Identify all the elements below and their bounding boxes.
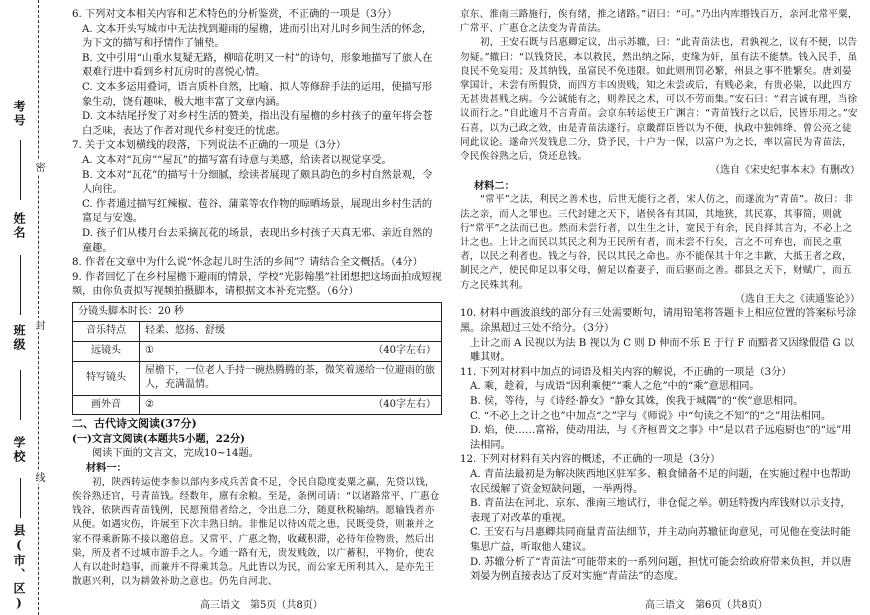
row-key: 音乐特点 [73,322,140,342]
q11-option-a: A. 乘，趁着，与成语“因利乘便”“乘人之危”中的“乘”意思相同。 [470,381,760,393]
classical-passage: 初，陕西转运使李参以部内多戍兵苦食不足，令民自隐度麦粟之赢，先贷以钱，俟谷熟还官，号青苗钱。经数年，廪有余粮。至是，条例司请：“以诸路常平、广惠仓钱谷，依陕西青苗钱例，民愿预借者给之，令出息二分，随夏秋税输纳。愿输钱者亦从便。如遇灾伤，许展至下次丰熟日纳。非惟足以待凶荒之患，民既受贷，则兼并之家不得乘新陈不接以邀倍息。又常平、广惠之物，收藏积滞，必待年俭物贵，然后出粜，所及者不过城市游手之人。今通一路有无，贵发贱敛，以广蓄积，平物价，使农人有以赴时趋事，而兼并不得乘其急。凡此皆以为民，而公家无所利其入，是亦先王散惠兴利，以为耕敛补助之意也。仍先自河北、 [72,476,440,588]
q6-option-b: B. 文中引用“山重水复疑无路，柳暗花明又一村”的诗句，形象地描写了旅人在艰难行进中看到乡村瓦房时的喜悦心情。 [82,52,433,79]
page-5-column [72,8,442,589]
section-title: 二、古代诗文阅读(37分) [72,417,197,431]
answer-blank-1[interactable]: ① （40字左右） [140,342,442,362]
seal-char-1: 密 [33,162,44,172]
class-field[interactable] [20,370,21,420]
question-9: 9. 作者回忆了在乡村屋檐下避雨的情景，学校“光影翰墨”社团想把这场面拍成短视频，由你负责拟写视频拍摄脚本，请根据文本补充完整。（6分） [72,271,442,298]
material-1-label: 材料一： [86,462,127,475]
passage-continued: 京东、淮南三路施行，俟有绪，推之诸路。”诏曰：“可。”乃出内库缗钱百万，亲河北常平粟，广常平、广惠仓之法变为青苗法。 [460,9,858,35]
q11-option-c: C. “不必上之计之也”中加点“之”字与《师说》中“句读之不知”的“之”用法相同。 [470,410,832,422]
table-row [73,395,442,415]
table-row [73,361,442,395]
question-6: 6. 下列对文本相关内容和艺术特色的分析鉴赏，不正确的一项是（3分） [72,9,398,20]
page-footer-left: 高三语文 第5页（共8页） [200,600,323,611]
school-field[interactable] [20,478,21,518]
name-field[interactable] [20,255,21,315]
row-value: 轻柔、悠扬、舒缓 [140,322,442,342]
passage-paragraph-3: “常平”之法，利民之善术也，后世无能行之者，宋人仿之，而遂流为“青苗”。故曰：非法之亲，而人之罪也。三代封建之天下，诸侯各有其国，其地狭，其民寡，其事简，则就行“常平”之法而已也。然而未尝行者，以生生之计，宽民于有余，民自择其言为，不必上之计之也。上计之而民以其民之利为王民所有者，而未尝不行矣，言之不可弃也，而民之重者，以民之利者也。钱之与谷，民以其民之命也。亦不能保其十年之丰歉，大抵王者之政，制民之产，使民仰足以事父母，俯足以畜妻子，而后驱而之善。郡县之天下，财赋广，而五方之民殊其利。 [460,194,854,291]
q10-sentence[interactable]: 上计之而 A 民视以为法 B 视以为 C 则 D 伸而不乐 E 于行 F 而黯者又因缘假借 G 以雕其财。 [470,337,855,364]
q7-option-b: B. 文本对“瓦花”的描写十分细腻，绘读者展现了颇具韵色的乡村自然景观，令人向往。 [82,169,433,196]
question-8: 8. 作者在文章中为什么说“怀念起儿时生活的乡间”？请结合全文概括。（4分） [72,257,423,269]
script-duration: 分镜头脚本时长：20 秒 [73,302,442,322]
name-label: 姓名 [12,212,26,240]
material-2-label: 材料二： [474,179,515,192]
class-label: 班级 [12,324,26,352]
instruction: 阅读下面的文言文，完成10~14题。 [92,447,259,459]
table-row [73,322,442,342]
q7-option-d: D. 孩子们从楼月台去采摘瓦花的场景，表现出乡村孩子天真无邪、亲近自然的童趣。 [82,227,433,254]
question-11: 11. 下列对材料中加点的词语及相关内容的解说，不正确的一项是（3分） [460,366,792,378]
table-row [73,342,442,362]
question-10: 10. 材料中画波浪线的部分有三处需要断句，请用铅笔将答题卡上相应位置的答案标号涂黑。涂黑超过三处不给分。（3分） [460,308,857,335]
q11-option-b: B. 侯，等待，与《诗经·静女》“静女其姝，俟我于城隅”的“俟”意思相同。 [470,396,804,407]
source-2: （选自王夫之《读通鉴论》） [735,293,860,305]
q12-option-a: A. 青苗法最初是为解决陕西地区驻军多、粮食储备不足的问题，在实施过程中也帮助农民缓解了资金短缺问题，一举两得。 [470,468,851,495]
page-footer-right: 高三语文 第6页（共8页） [645,600,768,611]
seal-char-2: 封 [33,320,44,330]
exam-no-label: 考号 [12,100,26,128]
page-6-column [460,8,860,585]
row-key: 远镜头 [73,342,140,362]
binding-strip [0,0,62,615]
school-label: 学校 [12,436,26,464]
q6-option-c: C. 文本多运用叠词，语言质朴自然，比喻、拟人等修辞手法的运用，使描写形象生动，饶有趣味，极大地丰富了文章内涵。 [82,81,433,108]
question-7: 7. 关于文本划横线的段落，下列说法不正确的一项是（3分） [72,140,347,152]
q6-option-a: A. 文本开头写城市中无法找到避雨的屋檐，进而引出对儿时乡间生活的怀念，为下文的描写和抒情作了铺垫。 [82,23,433,50]
row-key: 特写镜头 [73,361,140,395]
cut-line [38,0,39,615]
subsection-title: (一)文言文阅读(本题共5小题，22分) [72,433,245,446]
q12-option-b: B. 青苗法在河北、京东、淮南三地试行，非仓促之举。朝廷特拨内库钱财以示支持，表现了对改革的重视。 [470,498,851,524]
exam-no-field[interactable] [20,140,21,200]
row-key: 画外音 [73,395,140,415]
county-label: 县(市、区) [12,524,26,612]
passage-paragraph-2: 初，王安石既与吕惠卿定议，出示苏辙，曰：“此青苗法也，君孰视之，议有不便，以告勿疑。”辙曰：“以钱贷民，本以救民，然出纳之际，吏缘为奸，虽有法不能禁。钱入民手，虽良民不免妄用；及其纳钱，虽富民不免违限。如此则刑罚必繁，州县之事不胜繁矣。唐刘晏掌国计，未尝有所假贷，而四方丰凶贵贱，知之未尝或后，有贱必籴，有贵必粜，以此四方无甚贵甚贱之病。今公诚能有之，则养民之术，可以不劳而集。”安石曰：“君言诚有理，当徐议而行之。”自此逾月不言青苗。会京东转运使王广渊言：“青苗钱行之以后，民皆乐用之。”安石喜，以为己政之效，由是青苗法遂行。京畿群臣皆以为不便，执政中独韩绛、曾公亮之徒同此议论。遂命兴发钱息二分，贷予民，十户为一保，以富户为之长，率以富民为青苗法，令民俟谷熟之后，贷还息钱。 [460,37,858,163]
q6-option-d: D. 文本结尾抒发了对乡村生活的赞美，指出没有屋檐的乡村孩子的童年将会苍白乏味，表达了作者对现代乡村变迁的忧虑。 [82,111,433,137]
seal-char-3: 线 [33,472,44,482]
q11-option-d: D. 焰，使……富裕，使动用法，与《齐桓晋文之事》中“是以君子远庖厨也”的“远”用法相同。 [470,425,852,451]
source-1: （选自《宋史纪事本末》有删改） [710,165,860,177]
question-12: 12. 下列对材料有关内容的概述，不正确的一项是（3分） [460,454,721,466]
q7-option-a: A. 文本对“瓦房”“屋瓦”的描写富有诗意与美感，给读者以视觉享受。 [82,154,392,166]
video-script-table [72,302,442,416]
answer-blank-2[interactable]: ② （40字左右） [140,395,442,415]
q7-option-c: C. 作者通过描写红辣椒、苞谷、蒲菜等农作物的晾晒场景，展现出乡村生活的富足与安逸。 [82,198,433,225]
q12-option-d: D. 苏辙分析了“青苗法”可能带来的一系列问题，担忧可能会给政府带来负担，并以唐刘晏为例直接表达了反对实施“青苗法”的态度。 [470,556,852,583]
q12-option-c: C. 王安石与吕惠卿共同商量青苗法细节，并主动向苏辙征询意见，可见他在变法时能集思广益，听取他人建议。 [470,527,851,553]
row-value: 屋檐下，一位老人手持一碗热腾腾的茶，微笑着递给一位避雨的旅人，充满温情。 [140,361,442,395]
